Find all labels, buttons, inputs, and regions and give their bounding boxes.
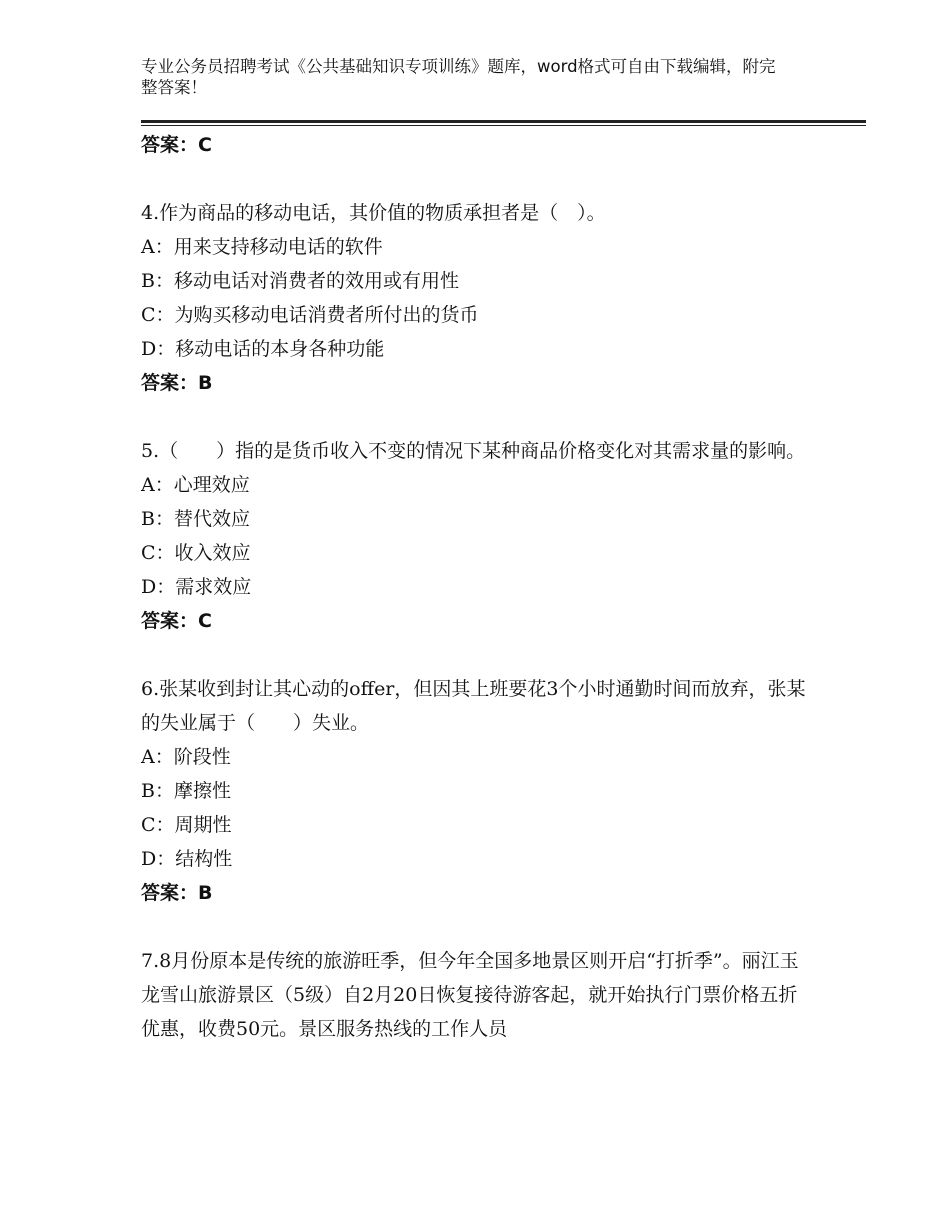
question-stem: 6.张某收到封让其心动的offer，但因其上班要花3个小时通勤时间而放弃，张某的失业属于（ ）失业。 bbox=[141, 678, 806, 734]
header-rule-thick bbox=[141, 120, 866, 123]
option-d: D：移动电话的本身各种功能 bbox=[141, 338, 385, 360]
question-stem: 7.8月份原本是传统的旅游旺季，但今年全国多地景区则开启“打折季”。丽江玉龙雪山旅游景区（5级）自2月20日恢复接待游客起，就开始执行门票价格五折优惠，收费50元。景区服务热线的工作人员 bbox=[141, 950, 799, 1040]
option-a: A：用来支持移动电话的软件 bbox=[141, 236, 383, 258]
option-c: C：收入效应 bbox=[141, 542, 251, 564]
question-stem: 5.（ ）指的是货币收入不变的情况下某种商品价格变化对其需求量的影响。 bbox=[141, 440, 806, 462]
question-4 bbox=[141, 196, 811, 400]
option-d: D：需求效应 bbox=[141, 576, 252, 598]
question-5 bbox=[141, 434, 811, 638]
question-stem: 4.作为商品的移动电话，其价值的物质承担者是（ ）。 bbox=[141, 202, 606, 224]
answer-line: 答案：B bbox=[141, 882, 213, 904]
answer-line: 答案：B bbox=[141, 372, 213, 394]
document-body bbox=[141, 128, 811, 1046]
option-b: B：移动电话对消费者的效用或有用性 bbox=[141, 270, 459, 292]
option-c: C：周期性 bbox=[141, 814, 232, 836]
question-6 bbox=[141, 672, 811, 910]
option-c: C：为购买移动电话消费者所付出的货币 bbox=[141, 304, 479, 326]
answer-line: 答案：C bbox=[141, 610, 212, 632]
option-b: B：替代效应 bbox=[141, 508, 250, 530]
answer-line: 答案：C bbox=[141, 134, 212, 156]
question-7 bbox=[141, 944, 811, 1046]
page-header bbox=[141, 56, 791, 98]
option-a: A：心理效应 bbox=[141, 474, 250, 496]
option-b: B：摩擦性 bbox=[141, 780, 231, 802]
option-a: A：阶段性 bbox=[141, 746, 231, 768]
header-text: 专业公务员招聘考试《公共基础知识专项训练》题库，word格式可自由下载编辑，附完整答案！ bbox=[141, 57, 776, 97]
option-d: D：结构性 bbox=[141, 848, 233, 870]
header-rule-thin bbox=[141, 125, 866, 126]
